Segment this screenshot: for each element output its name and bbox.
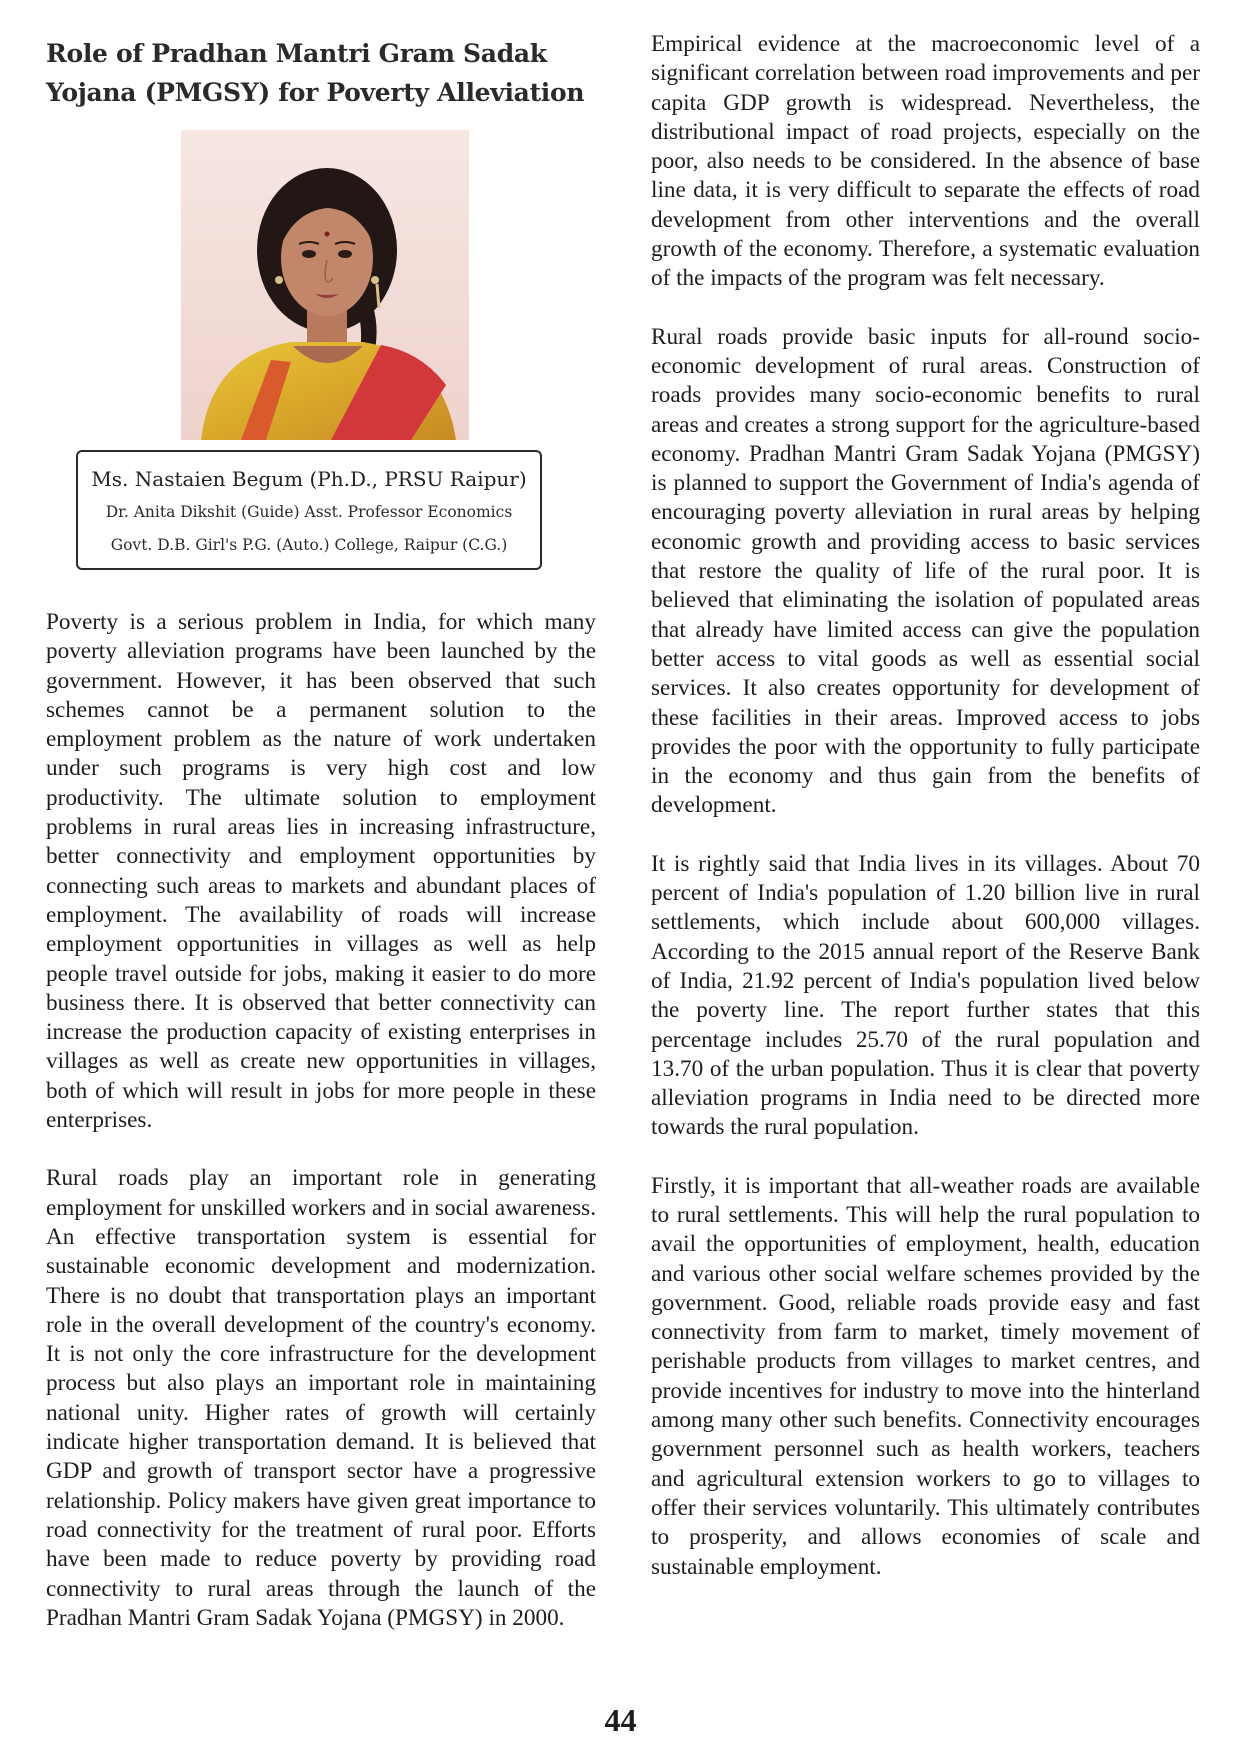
right-column [651, 30, 1200, 1582]
paragraph: Firstly, it is important that all-weather roads are available to rural settlements. This will help the rural population to avail the opportunities of employment, health, education and various other social welfare schemes provided by the government. Good, reliable roads provide easy and fast connectivity from farm to market, timely movement of perishable products from villages to market centres, and provide incentives for industry to move into the hinterland among many other such benefits. Connectivity encourages government personnel such as health workers, teachers and agricultural extension workers to go to villages to offer their services voluntarily. This ultimately contributes to prosperity, and allows economies of scale and sustainable employment. [651, 1172, 1200, 1580]
paragraph: Rural roads play an important role in generating employment for unskilled workers and in social awareness. An effective transportation system is essential for sustainable economic development and modernization. There is no doubt that transportation plays an important role in the overall development of the country's economy. It is not only the core infrastructure for the development process but also plays an important role in maintaining national unity. Higher rates of growth will certainly indicate higher transportation demand. It is believed that GDP and growth of transport sector have a progressive relationship. Policy makers have given great importance to road connectivity for the treatment of rural poor. Efforts have been made to reduce poverty by providing road connectivity to rural areas through the launch of the Pradhan Mantri Gram Sadak Yojana (PMGSY) in 2000. [46, 1165, 596, 1631]
paragraph: It is rightly said that India lives in its villages. About 70 percent of India's population of 1.20 billion live in rural settlements, which include about 600,000 villages. According to the 2015 annual report of the Reserve Bank of India, 21.92 percent of India's population lived below the poverty line. The report further states that this percentage includes 25.70 of the rural population and 13.70 of the urban population. Thus it is clear that poverty alleviation programs in India need to be directed more towards the rural population. [651, 850, 1200, 1141]
author-name: Ms. Nastaien Begum (Ph.D., PRSU Raipur) [91, 467, 527, 491]
left-column [46, 30, 596, 1631]
author-info-box [76, 450, 542, 570]
author-photo [181, 130, 469, 440]
guide-line: Dr. Anita Dikshit (Guide) Asst. Professor Economics [105, 503, 513, 521]
paragraph: Empirical evidence at the macroeconomic level of a significant correlation between road improvements and per capita GDP growth is widespread. Nevertheless, the distributional impact of road projects, especially on the poor, also needs to be considered. In the absence of base line data, it is very difficult to separate the effects of road development from other interventions and the overall growth of the economy. Therefore, a systematic evaluation of the impacts of the program was felt necessary. [651, 31, 1200, 292]
left-body-text [46, 608, 596, 1633]
paragraph: Poverty is a serious problem in India, for which many poverty alleviation programs have been launched by the government. However, it has been observed that such schemes cannot be a permanent solution to the employment problem as the nature of work undertaken under such programs is very high cost and low productivity. The ultimate solution to employment problems in rural areas lies in increasing infrastructure, better connectivity and employment opportunities by connecting such areas to markets and abundant places of employment. The availability of roads will increase employment opportunities in villages as well as help people travel outside for jobs, making it easier to do more business there. It is observed that better connectivity can increase the production capacity of existing enterprises in villages as well as create new opportunities in villages, both of which will result in jobs for more people in these enterprises. [46, 609, 596, 1134]
paragraph: Rural roads provide basic inputs for all-round socio-economic development of rural areas. Construction of roads provides many socio-economic benefits to rural areas and creates a strong support for the agriculture-based economy. Pradhan Mantri Gram Sadak Yojana (PMGSY) is planned to support the Government of India's agenda of encouraging poverty alleviation in rural areas by helping economic growth and providing access to basic services that restore the quality of life of the rural poor. It is believed that eliminating the isolation of populated areas that already have limited access can give the population better access to vital goods as well as essential social services. It also creates opportunity for development of these facilities in their areas. Improved access to jobs provides the poor with the opportunity to fully participate in the economy and thus gain from the benefits of development. [651, 323, 1200, 819]
college-line: Govt. D.B. Girl's P.G. (Auto.) College, Raipur (C.G.) [110, 536, 508, 554]
article-title: Role of Pradhan Mantri Gram Sadak Yojana (PMGSY) for Poverty Alleviation [46, 39, 585, 107]
page-number: 44 [604, 1702, 637, 1738]
